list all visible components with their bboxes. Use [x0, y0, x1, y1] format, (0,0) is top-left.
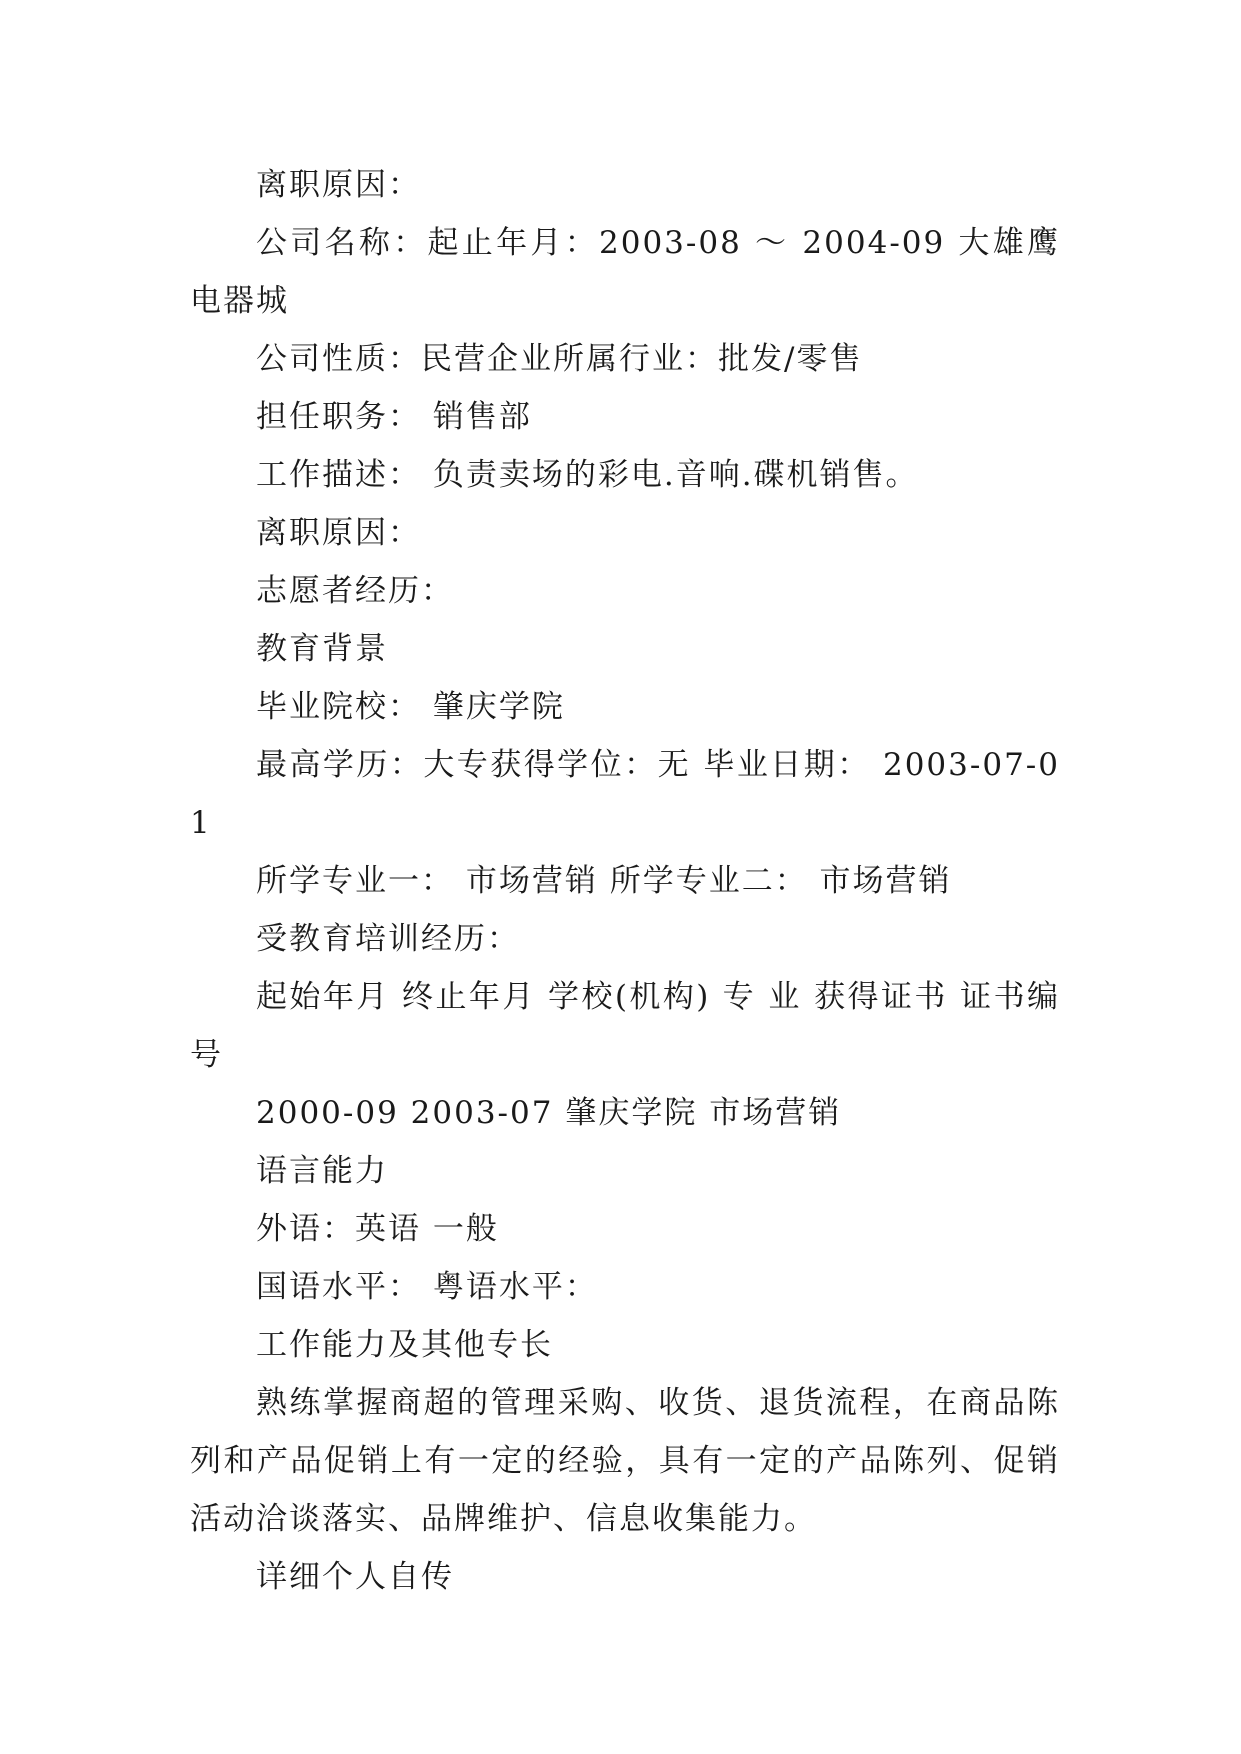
paragraph-job-description: 工作描述： 负责卖场的彩电.音响.碟机销售。 [256, 457, 919, 493]
paragraph-degree: 最高学历：大专获得学位：无 毕业日期： 2003-07-01 [190, 747, 1060, 841]
paragraph-mandarin-cantonese: 国语水平： 粤语水平： [256, 1269, 598, 1305]
paragraph-skills-description: 熟练掌握商超的管理采购、收货、退货流程，在商品陈列和产品促销上有一定的经验，具有一定的产品陈列、促销活动洽谈落实、品牌维护、信息收集能力。 [190, 1385, 1060, 1537]
heading-autobiography: 详细个人自传 [256, 1559, 454, 1595]
paragraph-volunteer: 志愿者经历： [256, 573, 454, 609]
paragraph-majors: 所学专业一： 市场营销 所学专业二： 市场营销 [256, 863, 952, 899]
heading-skills: 工作能力及其他专长 [256, 1327, 553, 1363]
paragraph-position: 担任职务： 销售部 [256, 399, 532, 435]
paragraph-school: 毕业院校： 肇庆学院 [256, 689, 565, 725]
paragraph-training-header: 起始年月 终止年月 学校(机构) 专 业 获得证书 证书编号 [190, 979, 1060, 1073]
paragraph-training-row: 2000-09 2003-07 肇庆学院 市场营销 [256, 1095, 842, 1131]
heading-language: 语言能力 [256, 1153, 388, 1189]
paragraph-leave-reason-2: 离职原因： [256, 515, 421, 551]
paragraph-training: 受教育培训经历： [256, 921, 520, 957]
document-body [190, 156, 1060, 1606]
heading-education: 教育背景 [256, 631, 388, 667]
paragraph-foreign-language: 外语：英语 一般 [256, 1211, 499, 1247]
paragraph-company-type: 公司性质：民营企业所属行业：批发/零售 [256, 341, 863, 377]
paragraph-leave-reason-1: 离职原因： [256, 167, 421, 203]
paragraph-company-name: 公司名称：起止年月：2003-08 ～ 2004-09 大雄鹰电器城 [190, 225, 1060, 319]
